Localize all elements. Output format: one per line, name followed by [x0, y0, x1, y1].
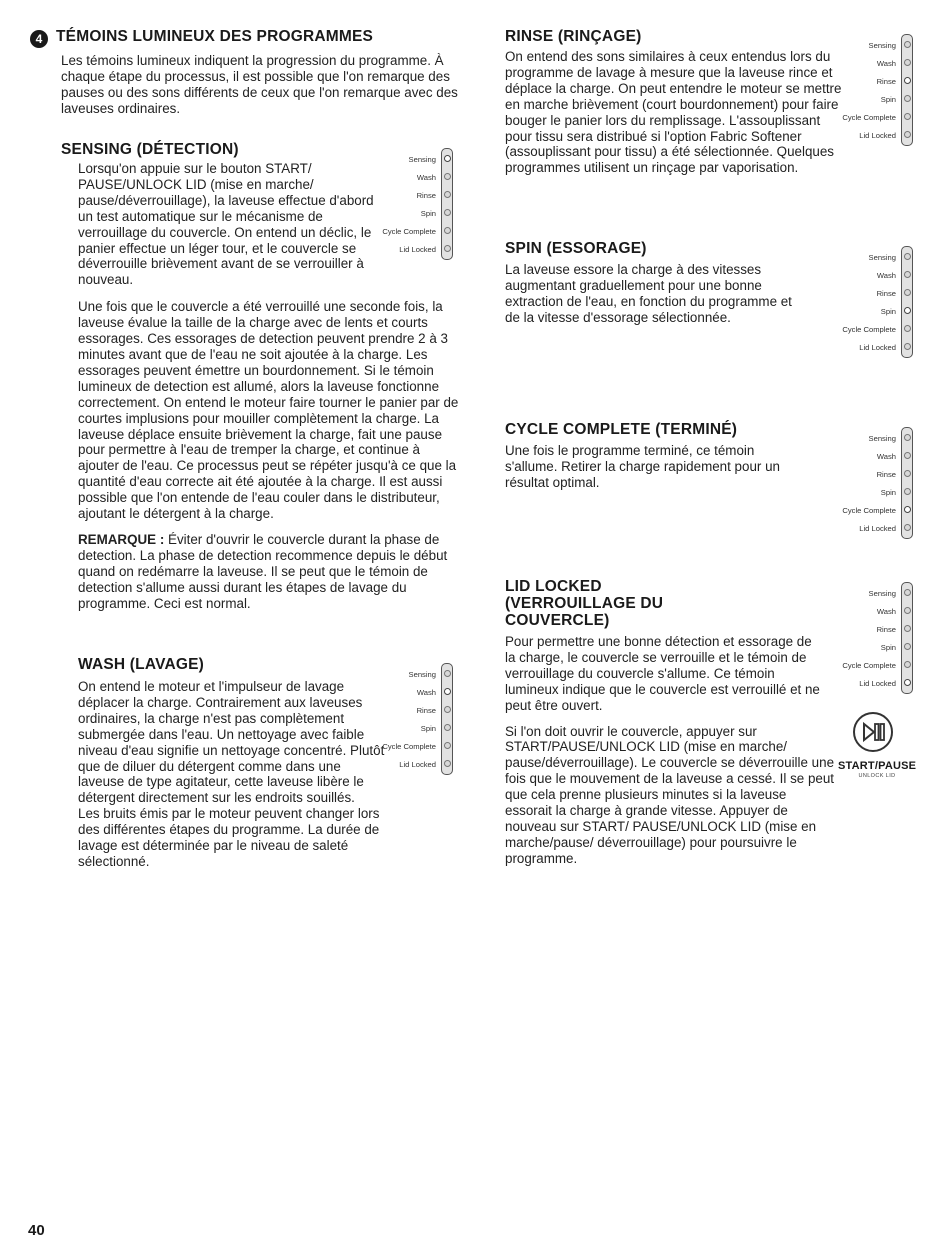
- play-pause-icon: [853, 712, 893, 752]
- indicator-panel-sensing: [382, 150, 453, 258]
- sensing-paragraph-2: Une fois que le couvercle a été verrouillé une seconde fois, la laveuse évalue la taille de la charge avec de lents et courts essorages. Ces essorages de detection peuvent prendre 2 à 3 minutes avant que de l'eau ne soit ajoutée à la charge. Les essorages peuvent émettre un bourdonnement. Si le témoin lumineux de detection est allumé, alors la laveuse fonctionne correctement. On entend le moteur faire tourner le panier par de courtes implusions pour mouiller complètement la charge. La laveuse déplace ensuite brièvement la charge, fait une pause pour permettre à l'eau de tremper la charge, et continue à ajouter de l'eau. Ce processus peut se répéter jusqu'à ce que la quantité d'eau correcte ait été ajoutée à la charge. Il est aussi possible que l'on entende de l'eau couler dans le distributeur, ajoutant le détergent à la charge.: [78, 299, 459, 522]
- spin-title: SPIN (ESSORAGE): [505, 240, 647, 257]
- indicator-label: Spin: [880, 94, 896, 104]
- indicator-label: Lid Locked: [859, 130, 896, 140]
- indicator-row: [869, 584, 899, 602]
- indicator-label: Spin: [420, 723, 436, 733]
- indicator-row: [869, 248, 899, 266]
- cycle-complete-title: CYCLE COMPLETE (TERMINÉ): [505, 421, 738, 438]
- indicator-row: [842, 108, 899, 126]
- indicator-row: [417, 168, 439, 186]
- indicator-label: Cycle Complete: [842, 324, 896, 334]
- indicator-row: [417, 701, 439, 719]
- indicator-label: Cycle Complete: [842, 112, 896, 122]
- lid-locked-paragraph-1: Pour permettre une bonne détection et essorage de la charge, le couvercle se verrouille et le témoin de verrouillage du couvercle s'allume. Ce témoin lumineux indique que le couvercle est verrouillé et ne peut être ouvert.: [505, 634, 820, 713]
- indicator-light-icon: [444, 724, 451, 731]
- indicator-label: Spin: [880, 487, 896, 497]
- indicator-row: [417, 186, 439, 204]
- sensing-paragraph-1: Lorsqu'on appuie sur le bouton START/ PAUSE/UNLOCK LID (mise en marche/ pause/déverrouillage), la laveuse effectue d'abord un test automatique sur le mécanisme de verrouillage du couvercle. On entend un déclic, le panier effectue un léger tour, et le couvercle se déverrouille brièvement avant de se verrouiller à nouveau.: [78, 161, 374, 288]
- indicator-light-icon: [444, 760, 451, 767]
- indicator-label: Sensing: [408, 154, 436, 164]
- indicator-row: [881, 302, 899, 320]
- indicator-row: [869, 429, 899, 447]
- indicator-row: [881, 483, 899, 501]
- section-title: 4 TÉMOINS LUMINEUX DES PROGRAMMES: [30, 28, 470, 48]
- indicator-label: Rinse: [416, 190, 436, 200]
- indicator-label: Rinse: [876, 76, 896, 86]
- intro-paragraph: Les témoins lumineux indiquent la progression du programme. À chaque étape du processus, il est possible que l'on remarque des pauses ou des sons différents de ceux que l'on remarque avec des laveuses ordinaires.: [61, 53, 458, 116]
- indicator-row: [409, 150, 439, 168]
- indicator-row: [877, 620, 899, 638]
- wash-title: WASH (LAVAGE): [78, 656, 205, 673]
- indicator-light-icon: [444, 209, 451, 216]
- indicator-label: Sensing: [868, 40, 896, 50]
- indicator-label: Lid Locked: [859, 342, 896, 352]
- indicator-light-icon: [904, 470, 911, 477]
- indicator-light-icon: [904, 488, 911, 495]
- indicator-label: Wash: [876, 606, 896, 616]
- lid-locked-section: [505, 578, 835, 867]
- indicator-light-on-icon: [444, 688, 451, 695]
- indicator-light-icon: [904, 625, 911, 632]
- indicator-light-on-icon: [904, 77, 911, 84]
- indicator-row: [859, 338, 899, 356]
- indicator-label: Cycle Complete: [842, 505, 896, 515]
- indicator-row: [399, 755, 439, 773]
- indicator-bar: [901, 34, 913, 146]
- indicator-row: [877, 602, 899, 620]
- indicator-row: [877, 266, 899, 284]
- indicator-panel-wash: [382, 665, 453, 773]
- indicator-label: Wash: [416, 687, 436, 697]
- indicator-row: [869, 36, 899, 54]
- programs-section: [30, 28, 470, 117]
- lid-locked-title: LID LOCKED (VERROUILLAGE DU COUVERCLE): [505, 578, 664, 629]
- indicator-light-icon: [904, 95, 911, 102]
- indicator-light-icon: [904, 113, 911, 120]
- indicator-light-on-icon: [904, 307, 911, 314]
- indicator-label: Spin: [880, 306, 896, 316]
- indicator-label: Lid Locked: [859, 523, 896, 533]
- indicator-label: Cycle Complete: [382, 741, 436, 751]
- indicator-bar: [901, 582, 913, 694]
- indicator-panel-lid-locked: [842, 584, 913, 692]
- indicator-row: [409, 665, 439, 683]
- indicator-bar: [901, 427, 913, 539]
- indicator-light-icon: [904, 452, 911, 459]
- indicator-label: Rinse: [876, 288, 896, 298]
- indicator-light-icon: [904, 131, 911, 138]
- indicator-light-icon: [904, 59, 911, 66]
- indicator-row: [877, 72, 899, 90]
- indicator-row: [877, 284, 899, 302]
- indicator-label: Wash: [876, 58, 896, 68]
- indicator-panel-rinse: [842, 36, 913, 144]
- indicator-light-icon: [444, 227, 451, 234]
- spin-section: [505, 240, 835, 326]
- indicator-label: Lid Locked: [859, 678, 896, 688]
- indicator-light-icon: [904, 325, 911, 332]
- indicator-row: [881, 638, 899, 656]
- indicator-light-icon: [904, 661, 911, 668]
- indicator-label: Sensing: [408, 669, 436, 679]
- indicator-light-icon: [904, 434, 911, 441]
- indicator-row: [399, 240, 439, 258]
- indicator-label: Wash: [876, 270, 896, 280]
- indicator-row: [382, 222, 439, 240]
- indicator-label: Rinse: [876, 469, 896, 479]
- indicator-row: [417, 683, 439, 701]
- sensing-remark: REMARQUE : Éviter d'ouvrir le couvercle durant la phase de detection. La phase de detection recommence depuis le début quand on redémarre la laveuse. Il se peut que le témoin de detection s'allume aussi durant les étapes de lavage du programme. Ceci est normal.: [78, 531, 448, 611]
- indicator-label: Cycle Complete: [382, 226, 436, 236]
- indicator-row: [382, 737, 439, 755]
- indicator-row: [859, 674, 899, 692]
- indicator-row: [421, 719, 439, 737]
- indicator-light-icon: [904, 524, 911, 531]
- lid-locked-paragraph-2: Si l'on doit ouvrir le couvercle, appuyer sur START/PAUSE/UNLOCK LID (mise en marche/ pause/déverrouillage). Le couvercle se déverrouille une fois que le mouvement de la laveuse a cessé. Il se peut que cela prenne plusieurs minutes si la laveuse essorait la charge à grande vitesse. Appuyer de nouveau sur START/ PAUSE/UNLOCK LID (mise en marche/pause/ déverrouillage) pour poursuivre le programme.: [505, 723, 835, 866]
- indicator-light-icon: [444, 245, 451, 252]
- indicator-bar: [901, 246, 913, 358]
- unlock-lid-label: UNLOCK LID: [858, 773, 896, 779]
- indicator-light-on-icon: [904, 506, 911, 513]
- indicator-row: [842, 320, 899, 338]
- indicator-bar: [441, 663, 453, 775]
- indicator-row: [421, 204, 439, 222]
- indicator-row: [881, 90, 899, 108]
- wash-paragraph-1: On entend le moteur et l'impulseur de lavage déplacer la charge. Contrairement aux laveuses ordinaires, la charge n'est pas complètement submergée dans l'eau. Un nettoyage avec faible niveau d'eau signifie un nettoyage concentré. Plutôt que de diluer du détergent comme dans une laveuse de type agitateur, cette laveuse libère le détergent directement sur les endroits souillés.: [78, 679, 385, 806]
- cycle-complete-section: [505, 421, 835, 491]
- indicator-label: Sensing: [868, 588, 896, 598]
- indicator-label: Wash: [876, 451, 896, 461]
- indicator-label: Lid Locked: [399, 759, 436, 769]
- indicator-label: Wash: [416, 172, 436, 182]
- indicator-row: [842, 656, 899, 674]
- indicator-panel-spin: [842, 248, 913, 356]
- rinse-section: [505, 28, 865, 176]
- indicator-label: Sensing: [868, 433, 896, 443]
- indicator-light-icon: [444, 742, 451, 749]
- wash-paragraph-2: Les bruits émis par le moteur peuvent changer lors des différentes étapes du programme. La durée de lavage est déterminée par le niveau de saleté sélectionné.: [78, 806, 380, 869]
- indicator-light-icon: [904, 643, 911, 650]
- sensing-title: SENSING (DÉTECTION): [61, 141, 239, 158]
- indicator-light-icon: [904, 253, 911, 260]
- indicator-light-icon: [904, 41, 911, 48]
- page-number: 40: [28, 1222, 45, 1239]
- indicator-light-icon: [904, 289, 911, 296]
- rinse-paragraph: On entend des sons similaires à ceux entendus lors du programme de lavage à mesure que la laveuse rince et déplace la charge. On peut entendre le moteur se mettre en marche brièvement (court bourdonnement) pour faire bouger le panier lors du remplissage. L'assouplissant pour tissu sera distribué si l'option Fabric Softener (assouplissant pour tissu) a été sélectionnée. Quelques programmes utilisent un rinçage par vaporisation.: [505, 49, 842, 176]
- indicator-label: Rinse: [876, 624, 896, 634]
- indicator-row: [859, 126, 899, 144]
- indicator-label: Sensing: [868, 252, 896, 262]
- indicator-label: Cycle Complete: [842, 660, 896, 670]
- indicator-row: [877, 465, 899, 483]
- step-number-badge: 4: [30, 30, 48, 48]
- indicator-row: [877, 447, 899, 465]
- indicator-light-icon: [904, 271, 911, 278]
- indicator-light-icon: [444, 706, 451, 713]
- indicator-row: [859, 519, 899, 537]
- indicator-label: Rinse: [416, 705, 436, 715]
- indicator-light-on-icon: [904, 679, 911, 686]
- spin-paragraph: La laveuse essore la charge à des vitesses augmentant graduellement pour une bonne extraction de l'eau, en fonction du programme et de la vitesse d'essorage sélectionnée.: [505, 262, 792, 325]
- indicator-light-icon: [444, 670, 451, 677]
- indicator-label: Spin: [880, 642, 896, 652]
- indicator-light-icon: [904, 343, 911, 350]
- indicator-row: [842, 501, 899, 519]
- indicator-light-icon: [904, 589, 911, 596]
- indicator-bar: [441, 148, 453, 260]
- cycle-complete-paragraph: Une fois le programme terminé, ce témoin s'allume. Retirer la charge rapidement pour un résultat optimal.: [505, 443, 780, 490]
- indicator-light-icon: [444, 191, 451, 198]
- indicator-light-icon: [904, 607, 911, 614]
- indicator-label: Lid Locked: [399, 244, 436, 254]
- indicator-label: Spin: [420, 208, 436, 218]
- indicator-row: [877, 54, 899, 72]
- remark-label: REMARQUE :: [78, 531, 165, 547]
- start-pause-label: START/PAUSE: [838, 760, 917, 772]
- indicator-light-on-icon: [444, 155, 451, 162]
- indicator-panel-cycle-complete: [842, 429, 913, 537]
- indicator-light-icon: [444, 173, 451, 180]
- rinse-title: RINSE (RINÇAGE): [505, 28, 642, 45]
